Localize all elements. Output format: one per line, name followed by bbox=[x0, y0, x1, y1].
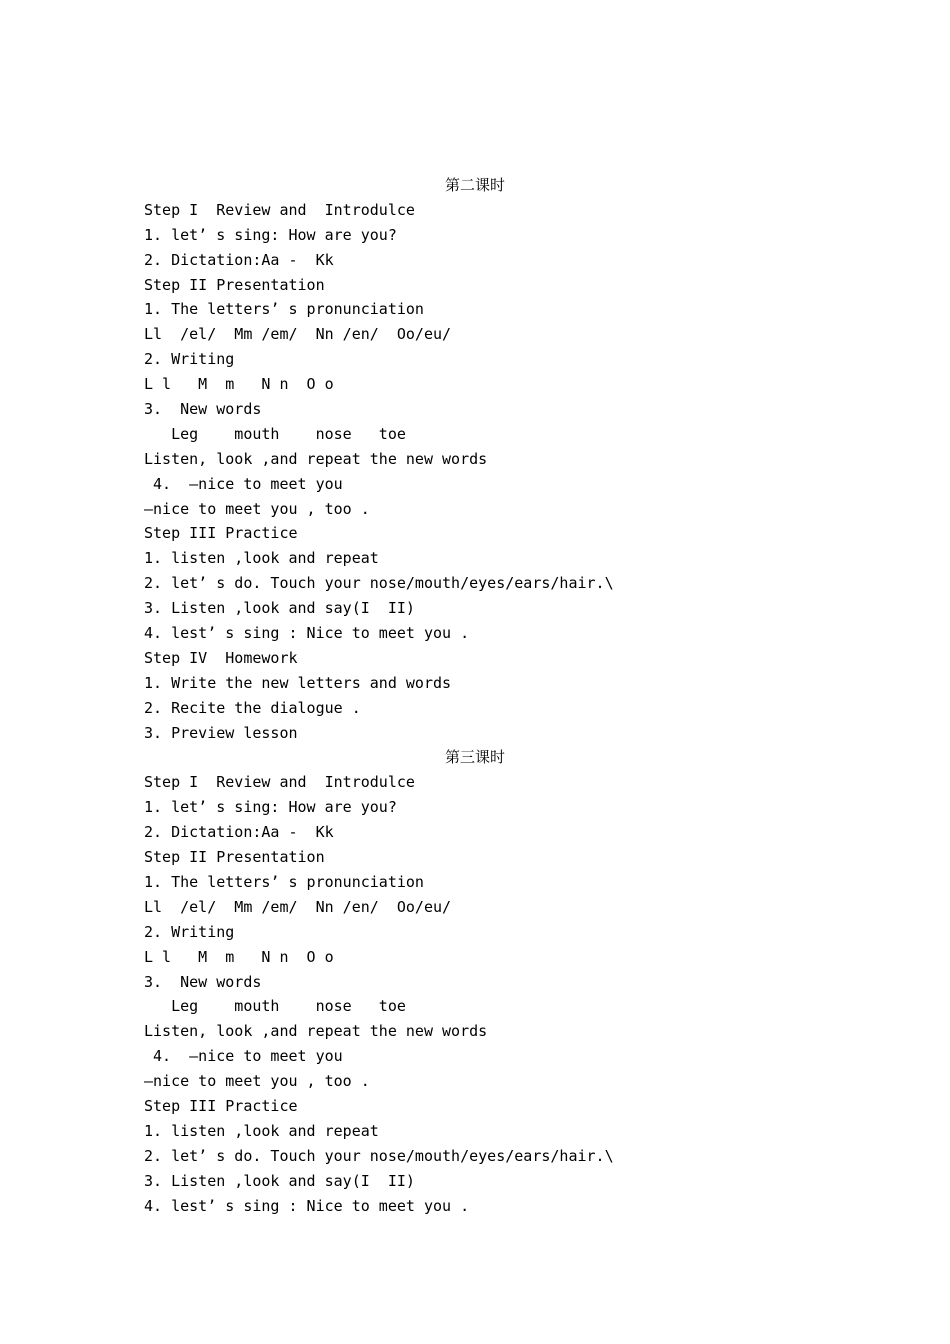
lesson3-line: 4. —nice to meet you bbox=[144, 1047, 343, 1066]
lesson2-line: Leg mouth nose toe bbox=[144, 424, 406, 443]
lesson3-line: 3. Listen ,look and say(I II) bbox=[144, 1171, 415, 1190]
lesson2-line: 2. Dictation:Aa - Kk bbox=[144, 250, 334, 269]
lesson2-line: Listen, look ,and repeat the new words bbox=[144, 449, 488, 468]
lesson3-line: Ll /el/ Mm /em/ Nn /en/ Oo/eu/ bbox=[144, 897, 452, 916]
lesson2-line: 4. lest’ s sing : Nice to meet you . bbox=[144, 624, 470, 643]
lesson2-line: 1. let’ s sing: How are you? bbox=[144, 225, 397, 244]
lesson3-line: Leg mouth nose toe bbox=[144, 997, 406, 1016]
lesson2-line: —nice to meet you , too . bbox=[144, 499, 370, 518]
lesson3-line: —nice to meet you , too . bbox=[144, 1072, 370, 1091]
lesson2-line: 3. New words bbox=[144, 400, 262, 419]
lesson3-line: Step III Practice bbox=[144, 1096, 298, 1115]
lesson2-line: Step III Practice bbox=[144, 524, 298, 543]
lesson-3-title: 第三课时 bbox=[444, 748, 505, 767]
lesson2-line: 1. listen ,look and repeat bbox=[144, 549, 379, 568]
lesson3-line: 1. listen ,look and repeat bbox=[144, 1121, 379, 1140]
lesson2-line: 2. Writing bbox=[144, 350, 235, 369]
lesson2-line: 3. Listen ,look and say(I II) bbox=[144, 599, 415, 618]
lesson3-line: 1. The letters’ s pronunciation bbox=[144, 872, 424, 891]
lesson2-line: Step IV Homework bbox=[144, 648, 298, 667]
lesson2-line: Ll /el/ Mm /em/ Nn /en/ Oo/eu/ bbox=[144, 325, 452, 344]
lesson2-line: 4. —nice to meet you bbox=[144, 474, 343, 493]
lesson3-line: Listen, look ,and repeat the new words bbox=[144, 1022, 488, 1041]
lesson3-line: 2. let’ s do. Touch your nose/mouth/eyes/ears/hair.\ bbox=[144, 1146, 614, 1165]
lesson2-line: Step I Review and Introdulce bbox=[144, 200, 415, 219]
lesson2-line: 1. The letters’ s pronunciation bbox=[144, 300, 424, 319]
lesson3-line: 4. lest’ s sing : Nice to meet you . bbox=[144, 1196, 470, 1215]
lesson2-line: 3. Preview lesson bbox=[144, 723, 298, 742]
lesson2-line: 1. Write the new letters and words bbox=[144, 673, 452, 692]
lesson-2-body bbox=[0, 198, 950, 746]
lesson-3-body bbox=[0, 770, 950, 1218]
lesson3-line: 2. Writing bbox=[144, 922, 235, 941]
lesson3-line: 2. Dictation:Aa - Kk bbox=[144, 823, 334, 842]
lesson-2-title: 第二课时 bbox=[444, 176, 505, 194]
lesson3-line: 1. let’ s sing: How are you? bbox=[144, 798, 397, 817]
lesson3-line: L l M m N n O o bbox=[144, 947, 334, 966]
lesson2-line: L l M m N n O o bbox=[144, 375, 334, 394]
lesson3-line: Step I Review and Introdulce bbox=[144, 773, 415, 792]
document-page bbox=[0, 173, 950, 1218]
lesson2-line: Step II Presentation bbox=[144, 275, 325, 294]
lesson2-line: 2. Recite the dialogue . bbox=[144, 698, 361, 717]
lesson3-line: 3. New words bbox=[144, 972, 262, 991]
lesson2-line: 2. let’ s do. Touch your nose/mouth/eyes/ears/hair.\ bbox=[144, 574, 614, 593]
lesson3-line: Step II Presentation bbox=[144, 848, 325, 867]
